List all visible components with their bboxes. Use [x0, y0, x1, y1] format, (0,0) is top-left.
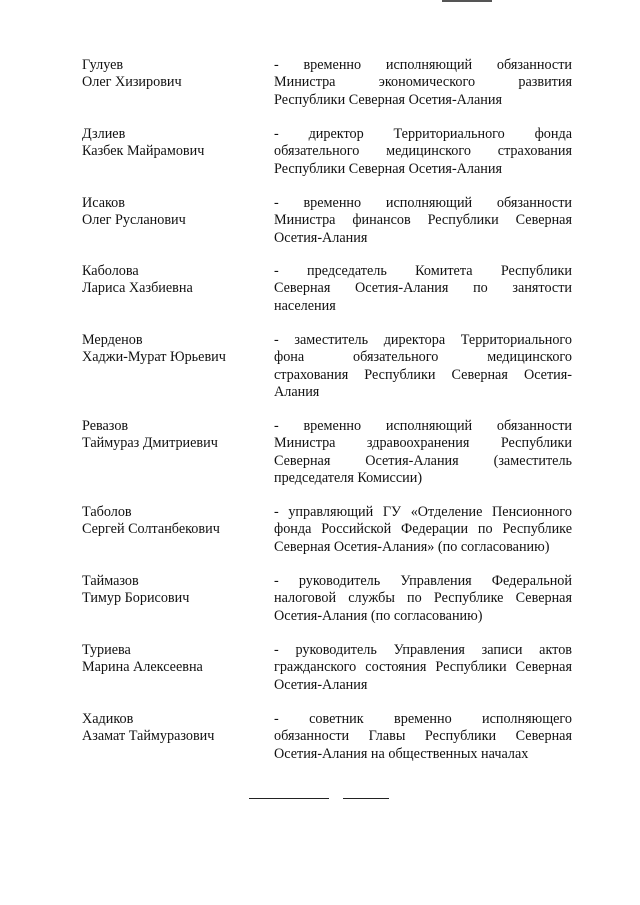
role-line: населения [274, 297, 336, 314]
member-role [274, 57, 572, 109]
role-line: - председатель Комитета Республики [274, 263, 572, 279]
member-role [274, 504, 572, 556]
member-surname: Гулуев [82, 57, 124, 73]
member-surname: Каболова [82, 263, 139, 279]
member-surname: Таболов [82, 504, 132, 520]
member-given-name: Сергей Солтанбекович [82, 521, 220, 538]
member-surname: Туриева [82, 642, 131, 658]
role-line: Осетия-Алания [274, 676, 368, 693]
member-surname: Таймазов [82, 573, 139, 589]
role-line: Республики Северная Осетия-Алания [274, 91, 503, 108]
role-line: - руководитель Управления Федеральной [274, 573, 572, 589]
member-name [82, 195, 272, 230]
role-line: Осетия-Алания [274, 229, 368, 246]
member-surname: Ревазов [82, 418, 129, 434]
member-name [82, 332, 272, 367]
role-line: Министра экономического развития [274, 74, 572, 91]
role-line: обязанности Главы Республики Северная [274, 728, 572, 745]
role-line: обязательного медицинского страхования [274, 143, 572, 160]
role-line: Северная Осетия-Алания» (по согласованию) [274, 538, 550, 555]
member-role [274, 418, 572, 488]
role-line: фонда Российской Федерации по Республике [274, 521, 572, 538]
role-line: Алания [274, 384, 320, 401]
member-name [82, 263, 272, 298]
role-line: - временно исполняющий обязанности [274, 195, 572, 211]
role-line: - руководитель Управления записи актов [274, 642, 572, 658]
role-line: Осетия-Алания (по согласованию) [274, 607, 483, 624]
role-line: налоговой службы по Республике Северная [274, 590, 572, 607]
member-given-name: Азамат Таймуразович [82, 728, 215, 745]
role-line: Северная Осетия-Алания по занятости [274, 280, 572, 297]
role-line: - управляющий ГУ «Отделение Пенсионного [274, 504, 572, 520]
role-line: - временно исполняющий обязанности [274, 418, 572, 434]
member-role [274, 263, 572, 315]
member-role [274, 126, 572, 178]
member-name [82, 504, 272, 539]
member-name [82, 126, 272, 161]
member-role [274, 573, 572, 625]
role-line: фона обязательного медицинского [274, 349, 572, 366]
member-name [82, 642, 272, 677]
role-line: председателя Комиссии) [274, 470, 423, 487]
member-given-name: Олег Хизирович [82, 74, 182, 91]
role-line: Осетия-Алания на общественных началах [274, 745, 529, 762]
member-given-name: Тимур Борисович [82, 590, 190, 607]
role-line: Северная Осетия-Алания (заместитель [274, 452, 572, 469]
member-name [82, 57, 272, 92]
member-given-name: Казбек Майрамович [82, 143, 205, 160]
member-surname: Дзлиев [82, 126, 126, 142]
member-surname: Исаков [82, 195, 125, 211]
member-name [82, 573, 272, 608]
member-role [274, 332, 572, 402]
member-given-name: Лариса Хазбиевна [82, 280, 193, 297]
member-surname: Хадиков [82, 711, 134, 727]
role-line: гражданского состояния Республики Северная [274, 659, 572, 676]
member-given-name: Олег Русланович [82, 212, 186, 229]
role-line: страхования Республики Северная Осетия- [274, 366, 572, 383]
role-line: Республики Северная Осетия-Алания [274, 160, 503, 177]
top-edge-mark [442, 0, 492, 2]
role-line: - директор Территориального фонда [274, 126, 572, 142]
role-line: Министра здравоохранения Республики [274, 435, 572, 452]
member-name [82, 418, 272, 453]
member-surname: Мерденов [82, 332, 143, 348]
member-name [82, 711, 272, 746]
end-rule-right [343, 798, 389, 799]
member-role [274, 642, 572, 694]
end-rule-left [249, 798, 329, 799]
member-given-name: Марина Алексеевна [82, 659, 203, 676]
role-line: Министра финансов Республики Северная [274, 212, 572, 229]
member-role [274, 711, 572, 763]
role-line: - советник временно исполняющего [274, 711, 572, 727]
role-line: - заместитель директора Территориального [274, 332, 572, 348]
member-given-name: Таймураз Дмитриевич [82, 435, 218, 452]
role-line: - временно исполняющий обязанности [274, 57, 572, 73]
member-given-name: Хаджи-Мурат Юрьевич [82, 349, 226, 366]
member-role [274, 195, 572, 247]
